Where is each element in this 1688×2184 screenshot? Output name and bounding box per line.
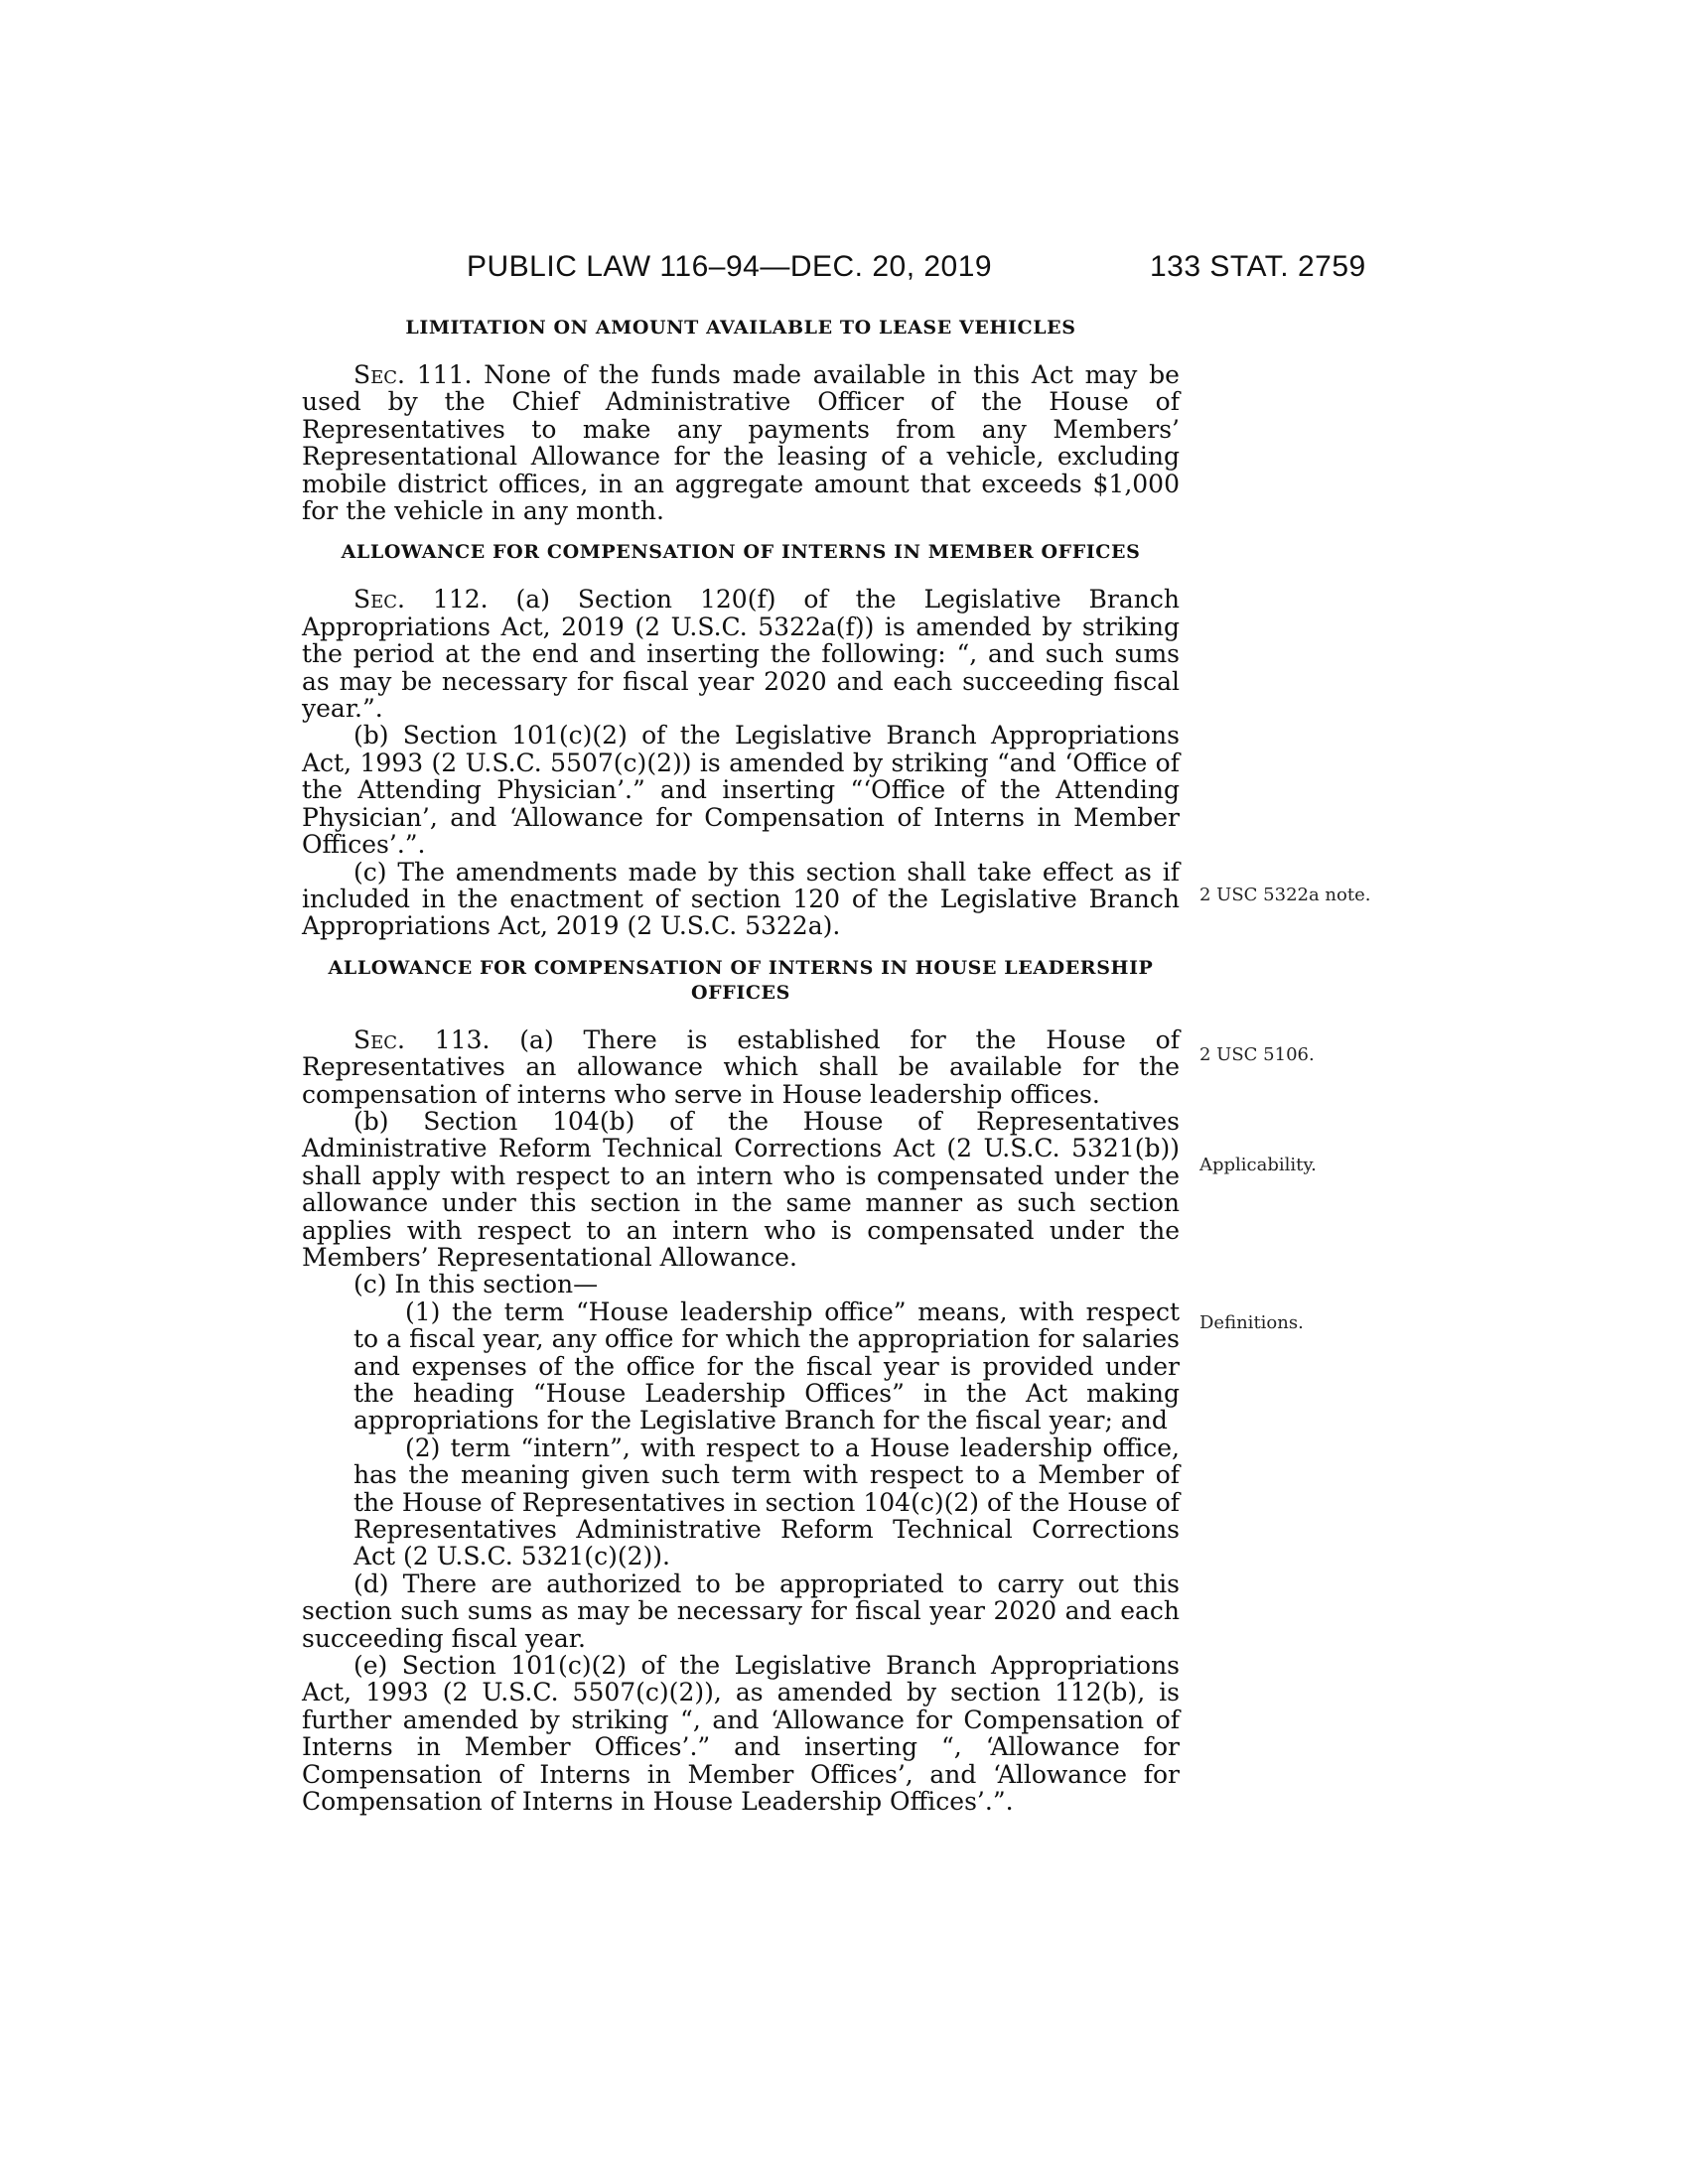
section-113-b: (b) Section 104(b) of the House of Representatives Administrative Reform Technical Corrections Act (2 U.S.C. 5321(b)) shall apply with respect to an intern who is compensated under the allowance under this section in the same manner as such section applies with respect to an intern who is compensated under the Members’ Representational Allowance. — [302, 1106, 1180, 1272]
section-113-c-1: (1) the term “House leadership office” means, with respect to a fiscal year, any office for which the appropriation for salaries and expenses of the office for the fiscal year is provided under the heading “House Leadership Offices” in the Act making appropriations for the Legislative Branch for the fiscal year; and — [353, 1297, 1180, 1435]
section-112-c: (c) The amendments made by this section shall take effect as if included in the enactment of section 120 of the Legislative Branch Appropriations Act, 2019 (2 U.S.C. 5322a). — [302, 857, 1180, 941]
section-111-label: Sec. 111. — [353, 360, 473, 389]
page-header — [0, 250, 1688, 290]
section-113-c-2: (2) term “intern”, with respect to a House leadership office, has the meaning given such term with respect to a Member of the House of Representatives in section 104(c)(2) of the House of Representatives Administrative Reform Technical Corrections Act (2 U.S.C. 5321(c)(2)). — [353, 1433, 1180, 1571]
margin-note-113a: 2 USC 5106. — [1199, 1044, 1315, 1065]
section-113-a — [302, 1026, 1180, 1108]
section-112-a — [302, 586, 1180, 722]
section-113-a-text: (a) There is established for the House of Representatives an allowance which shall be available for the compensation of interns who serve in House leadership offices. — [302, 1024, 1180, 1109]
section-111-body: None of the funds made available in this Act may be used by the Chief Administrative Officer of the House of Representatives to make any payments from any Members’ Representational Allowance for the leasing of a vehicle, excluding mobile district offices, in an aggregate amount that exceeds $1,000 for the vehicle in any month. — [302, 360, 1180, 526]
section-113-heading: ALLOWANCE FOR COMPENSATION OF INTERNS IN HOUSE LEADERSHIP OFFICES — [328, 956, 1154, 1004]
margin-note-113b: Applicability. — [1199, 1155, 1317, 1175]
section-113-d: (d) There are authorized to be appropriated to carry out this section such sums as may be necessary for fiscal year 2020 and each succeeding fiscal year. — [302, 1569, 1180, 1653]
margin-note-112c: 2 USC 5322a note. — [1199, 885, 1371, 905]
document-body — [302, 316, 1180, 1816]
statute-page-number: 133 STAT. 2759 — [1150, 250, 1366, 283]
section-111-heading: LIMITATION ON AMOUNT AVAILABLE TO LEASE VEHICLES — [405, 317, 1076, 339]
public-law-title: PUBLIC LAW 116–94—DEC. 20, 2019 — [467, 250, 993, 283]
section-112-heading: ALLOWANCE FOR COMPENSATION OF INTERNS IN MEMBER OFFICES — [341, 541, 1141, 564]
section-112-b: (b) Section 101(c)(2) of the Legislative Branch Appropriations Act, 1993 (2 U.S.C. 5507(c)(2)) is amended by striking “and ‘Office of the Attending Physician’.” and inserting “‘Office of the Attending Physician’, and ‘Allowance for Compensation of Interns in Member Offices’.”. — [302, 721, 1180, 860]
section-111-text — [302, 361, 1180, 524]
section-113-e: (e) Section 101(c)(2) of the Legislative Branch Appropriations Act, 1993 (2 U.S.C. 5507(c)(2)), as amended by section 112(b), is further amended by striking “, and ‘Allowance for Compensation of Interns in Member Offices’.” and inserting “, ‘Allowance for Compensation of Interns in Member Offices’, and ‘Allowance for Compensation of Interns in House Leadership Offices’.”. — [302, 1651, 1180, 1817]
section-112-label: Sec. 112. — [353, 585, 489, 614]
margin-note-113c: Definitions. — [1199, 1312, 1304, 1333]
section-113-label: Sec. 113. — [353, 1024, 491, 1054]
section-112-a-text: (a) Section 120(f) of the Legislative Branch Appropriations Act, 2019 (2 U.S.C. 5322a(f)) is amended by striking the period at the end and inserting the following: “, and such sums as may be necessary for fiscal year 2020 and each succeeding fiscal year.”. — [302, 585, 1180, 724]
section-113-c: (c) In this section— — [353, 1270, 599, 1299]
